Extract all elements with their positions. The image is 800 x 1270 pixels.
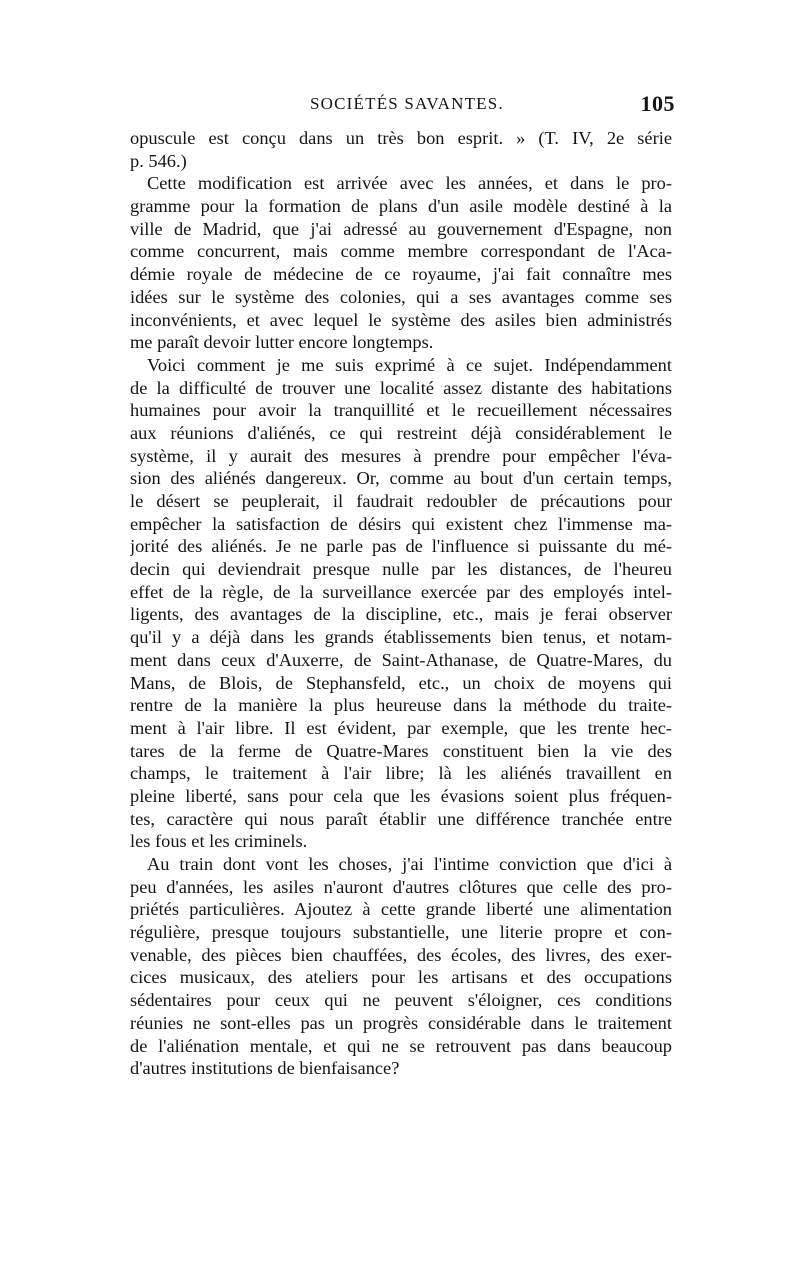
text-line: Voici comment je me suis exprimé à ce sujet. Indépendamment: [147, 354, 672, 375]
text-line: ville de Madrid, que j'ai adressé au gouvernement d'Espagne, non: [130, 218, 672, 239]
text-line: réunies ne sont-elles pas un progrès considérable dans le traitement: [130, 1012, 672, 1033]
body-text: [130, 127, 672, 1080]
text-line: Cette modification est arrivée avec les années, et dans le pro-: [147, 173, 672, 194]
text-line: inconvénients, et avec lequel le système des asiles bien administrés: [130, 309, 672, 330]
text-line: régulière, presque toujours substantielle, une literie propre et con-: [130, 922, 672, 943]
text-line: pleine liberté, sans pour cela que les évasions soient plus fréquen-: [130, 785, 672, 806]
text-line: champs, le traitement à l'air libre; là les aliénés travaillent en: [130, 763, 672, 784]
text-line: rentre de la manière la plus heureuse dans la méthode du traite-: [130, 695, 672, 716]
text-line: sion des aliénés dangereux. Or, comme au bout d'un certain temps,: [130, 468, 672, 489]
running-head: [130, 91, 675, 124]
text-line: de l'aliénation mentale, et qui ne se retrouvent pas dans beaucoup: [130, 1035, 672, 1056]
text-line: Au train dont vont les choses, j'ai l'intime conviction que d'ici à: [147, 854, 672, 874]
running-title: SOCIÉTÉS SAVANTES.: [310, 94, 504, 113]
text-line: les fous et les criminels.: [130, 831, 308, 852]
text-line: sédentaires pour ceux qui ne peuvent s'éloigner, ces conditions: [130, 990, 672, 1011]
text-line: peu d'années, les asiles n'auront d'autres clôtures que celle des pro-: [130, 876, 672, 897]
text-line: de la difficulté de trouver une localité assez distante des habitations: [130, 377, 672, 398]
text-line: humaines pour avoir la tranquillité et le recueillement nécessaires: [130, 400, 672, 421]
text-line: jorité des aliénés. Je ne parle pas de l'influence si puissante du mé-: [130, 536, 672, 557]
text-line: ment dans ceux d'Auxerre, de Saint-Athanase, de Quatre-Mares, du: [130, 649, 672, 670]
page-number: 105: [640, 91, 675, 116]
text-line: priétés particulières. Ajoutez à cette grande liberté une alimentation: [130, 899, 672, 920]
text-line: tares de la ferme de Quatre-Mares constituent bien la vie des: [130, 740, 672, 761]
text-line: ligents, des avantages de la discipline, etc., mais je ferai observer: [130, 604, 672, 625]
text-line: d'autres institutions de bienfaisance?: [130, 1058, 400, 1079]
text-line: venable, des pièces bien chauffées, des écoles, des livres, des exer-: [130, 944, 672, 965]
text-line: Mans, de Blois, de Stephansfeld, etc., un choix de moyens qui: [130, 672, 672, 693]
text-line: idées sur le système des colonies, qui a ses avantages comme ses: [130, 286, 672, 307]
text-line: démie royale de médecine de ce royaume, j'ai fait connaître mes: [130, 264, 672, 285]
text-line: le désert se peuplerait, il faudrait redoubler de précautions pour: [130, 491, 672, 511]
text-line: tes, caractère qui nous paraît établir une différence tranchée entre: [130, 808, 672, 829]
text-line: opuscule est conçu dans un très bon esprit. » (T. IV, 2e série: [130, 128, 672, 148]
text-line: p. 546.): [130, 150, 187, 171]
text-line: effet de la règle, de la surveillance exercée par des employés intel-: [130, 581, 672, 602]
text-line: cices musicaux, des ateliers pour les artisans et des occupations: [130, 967, 672, 988]
text-line: comme concurrent, mais comme membre correspondant de l'Aca-: [130, 241, 672, 262]
text-line: ment à l'air libre. Il est évident, par exemple, que les trente hec-: [130, 717, 672, 738]
text-line: aux réunions d'aliénés, ce qui restreint déjà considérablement le: [130, 422, 672, 443]
text-line: me paraît devoir lutter encore longtemps.: [130, 332, 434, 353]
text-line: gramme pour la formation de plans d'un asile modèle destiné à la: [130, 196, 672, 217]
text-line: système, il y aurait des mesures à prendre pour empêcher l'éva-: [130, 445, 672, 466]
text-line: decin qui deviendrait presque nulle par les distances, de l'heureu: [130, 559, 672, 580]
text-line: empêcher la satisfaction de désirs qui existent chez l'immense ma-: [130, 513, 672, 534]
text-line: qu'il y a déjà dans les grands établissements bien tenus, et notam-: [130, 627, 672, 648]
